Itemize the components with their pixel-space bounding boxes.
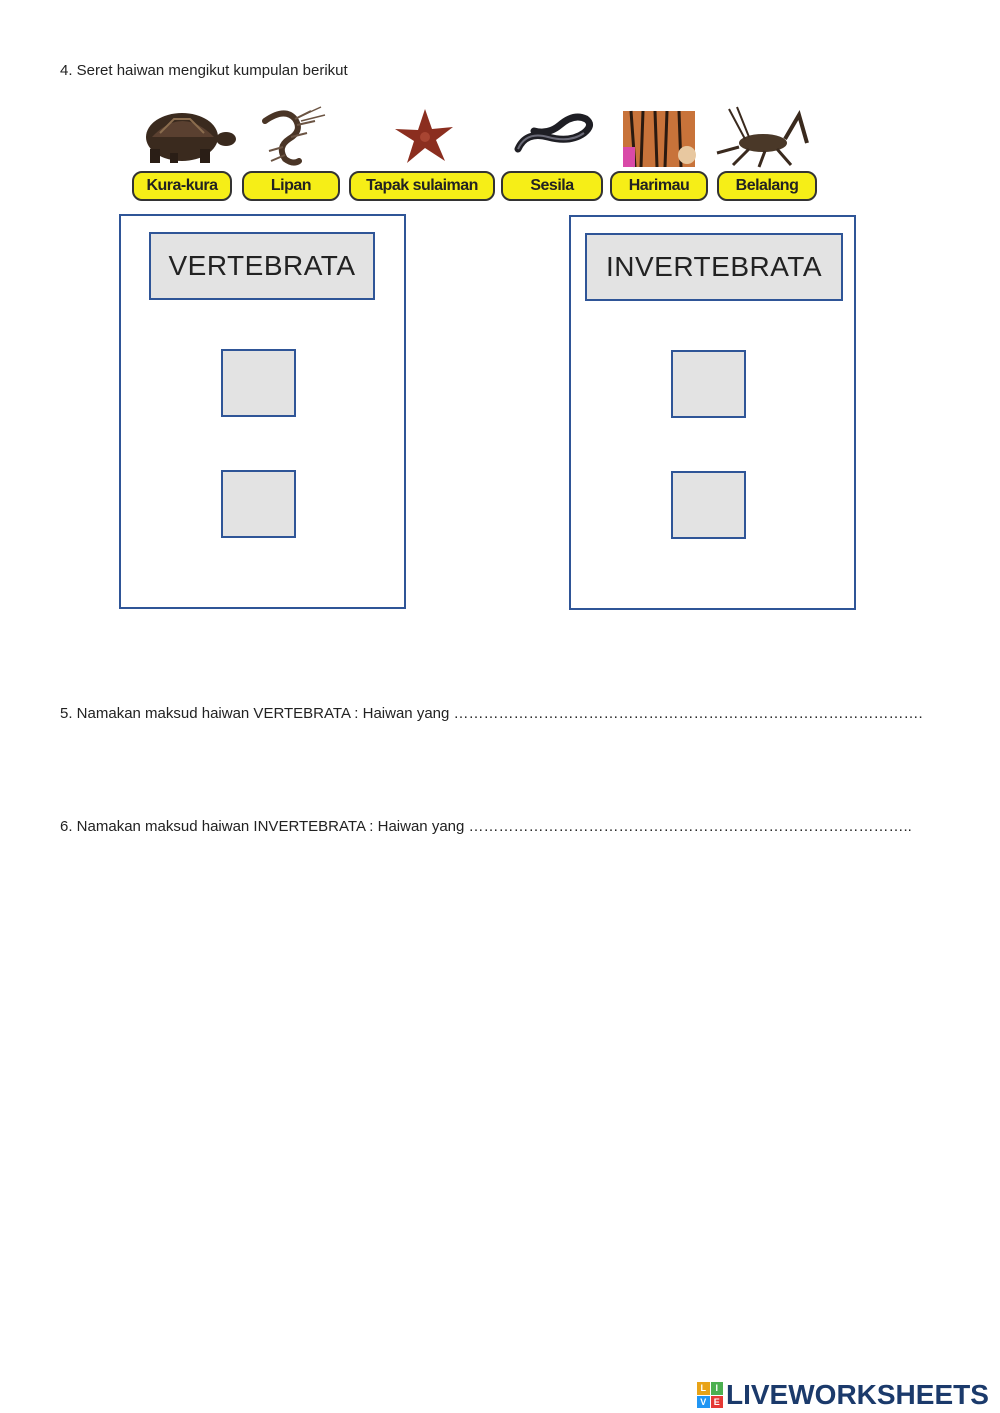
- question-6-text: 6. Namakan maksud haiwan INVERTEBRATA : Haiwan yang ……………………………………………………………………………..: [60, 818, 912, 835]
- logo-letter-v: V: [697, 1396, 710, 1409]
- logo-letter-e: E: [711, 1396, 724, 1409]
- animal-label-centipede[interactable]: Lipan: [242, 171, 340, 201]
- grasshopper-icon: [715, 103, 815, 171]
- animal-label-tortoise[interactable]: Kura-kura: [132, 171, 232, 201]
- vertebrata-group-box: [119, 214, 406, 609]
- animal-label-caecilian[interactable]: Sesila: [501, 171, 603, 201]
- vertebrata-title: VERTEBRATA: [149, 232, 375, 300]
- animal-label-grasshopper[interactable]: Belalang: [717, 171, 817, 201]
- invertebrata-drop-slot-1[interactable]: [671, 350, 746, 418]
- question-5-text: 5. Namakan maksud haiwan VERTEBRATA : Haiwan yang ………………………………………………………………………………….: [60, 705, 923, 722]
- logo-letter-i: I: [711, 1382, 724, 1395]
- animal-label-tiger[interactable]: Harimau: [610, 171, 708, 201]
- logo-letter-l: L: [697, 1382, 710, 1395]
- tortoise-icon: [130, 103, 238, 171]
- tiger-icon: [617, 103, 699, 171]
- liveworksheets-brand: [697, 1378, 989, 1412]
- starfish-icon: [385, 103, 465, 171]
- vertebrata-drop-slot-1[interactable]: [221, 349, 296, 417]
- animal-label-starfish[interactable]: Tapak sulaiman: [349, 171, 495, 201]
- invertebrata-title: INVERTEBRATA: [585, 233, 843, 301]
- animal-picture-strip: [120, 103, 820, 208]
- brand-text: LIVEWORKSHEETS: [726, 1379, 989, 1410]
- question-4-instruction: 4. Seret haiwan mengikut kumpulan berikut: [60, 62, 348, 79]
- liveworksheets-logo-icon: [697, 1382, 723, 1408]
- vertebrata-drop-slot-2[interactable]: [221, 470, 296, 538]
- caecilian-icon: [508, 103, 598, 171]
- invertebrata-group-box: [569, 215, 856, 610]
- invertebrata-drop-slot-2[interactable]: [671, 471, 746, 539]
- centipede-icon: [255, 103, 335, 171]
